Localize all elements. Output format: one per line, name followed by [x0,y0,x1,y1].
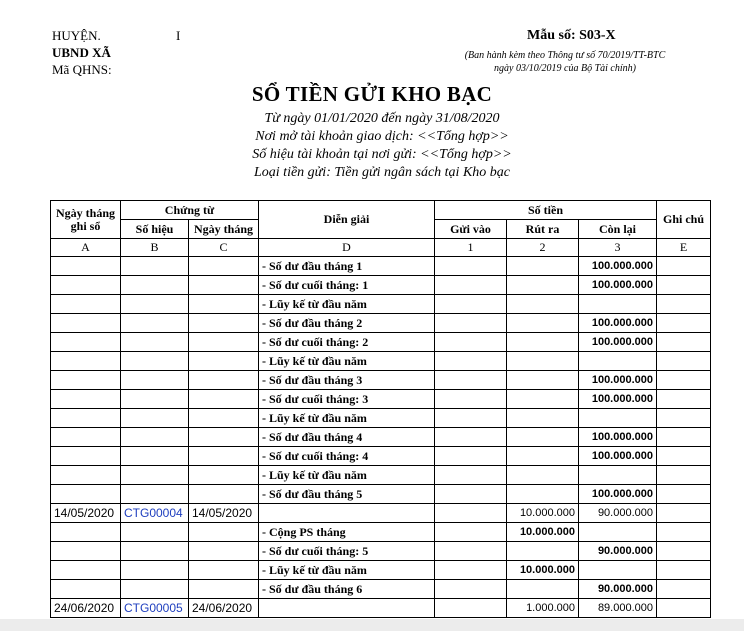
record-date-cell [51,314,121,333]
voucher-no-cell [121,466,189,485]
note-cell [657,409,711,428]
withdraw-cell [507,485,579,504]
voucher-date-cell [189,257,259,276]
note-cell [657,580,711,599]
balance-cell [579,561,657,580]
qhns-label: Mã QHNS: [52,62,112,77]
record-date-cell [51,371,121,390]
table-row [51,352,711,371]
header-balance: Còn lại [579,220,657,239]
record-date-cell [51,352,121,371]
note-cell [657,390,711,409]
withdraw-cell [507,371,579,390]
voucher-no-cell [121,295,189,314]
record-date-cell: 14/05/2020 [51,504,121,523]
voucher-date-cell [189,485,259,504]
place-subtitle: Nơi mở tài khoản giao dịch: <<Tổng hợp>> [255,129,509,144]
deposit-cell [435,352,507,371]
commune-label: UBND XÃ [52,45,111,60]
description-cell: - Cộng PS tháng [259,523,435,542]
deposit-cell [435,390,507,409]
description-cell: - Lũy kế từ đầu năm [259,352,435,371]
letter-a: A [51,239,121,257]
voucher-date-cell: 24/06/2020 [189,599,259,618]
circular-note-line2: ngày 03/10/2019 của Bộ Tài chính) [494,63,636,74]
voucher-date-cell: 14/05/2020 [189,504,259,523]
note-cell [657,523,711,542]
description-cell: - Lũy kế từ đầu năm [259,409,435,428]
table-row [51,314,711,333]
description-cell: - Số dư cuối tháng: 3 [259,390,435,409]
header-amount: Số tiền [435,201,657,220]
description-cell [259,504,435,523]
voucher-date-cell [189,314,259,333]
letter-c: C [189,239,259,257]
voucher-no-cell [121,390,189,409]
table-row [51,504,711,523]
note-cell [657,314,711,333]
balance-cell: 100.000.000 [579,333,657,352]
table-row [51,428,711,447]
page-title: SỔ TIỀN GỬI KHO BẠC [251,82,493,106]
type-subtitle: Loại tiền gửi: Tiền gửi ngân sách tại Kho bạc [254,165,510,180]
record-date-cell [51,580,121,599]
note-cell [657,466,711,485]
table-row [51,276,711,295]
table-row [51,371,711,390]
withdraw-cell: 10.000.000 [507,523,579,542]
withdraw-cell [507,466,579,485]
deposit-cell [435,257,507,276]
table-row [51,485,711,504]
deposit-cell [435,428,507,447]
note-cell [657,333,711,352]
deposit-cell [435,485,507,504]
balance-cell [579,295,657,314]
withdraw-cell [507,390,579,409]
note-cell [657,504,711,523]
voucher-no-cell [121,580,189,599]
note-cell [657,295,711,314]
balance-cell [579,523,657,542]
voucher-no-cell [121,371,189,390]
balance-cell: 90.000.000 [579,504,657,523]
header-description: Diễn giải [259,201,435,239]
note-cell [657,542,711,561]
deposit-cell [435,580,507,599]
note-cell [657,371,711,390]
table-row [51,466,711,485]
header-deposit: Gửi vào [435,220,507,239]
description-cell: - Lũy kế từ đầu năm [259,561,435,580]
table-row [51,580,711,599]
withdraw-cell [507,333,579,352]
voucher-no-cell [121,333,189,352]
balance-cell: 100.000.000 [579,390,657,409]
description-cell: - Số dư đầu tháng 2 [259,314,435,333]
description-cell: - Số dư đầu tháng 4 [259,428,435,447]
withdraw-cell [507,276,579,295]
letter-b: B [121,239,189,257]
voucher-no-cell [121,314,189,333]
district-label: HUYỆN. [52,28,101,43]
balance-cell [579,352,657,371]
withdraw-cell [507,542,579,561]
voucher-no-cell [121,523,189,542]
deposit-cell [435,466,507,485]
deposit-cell [435,295,507,314]
letter-1: 1 [435,239,507,257]
voucher-date-cell [189,295,259,314]
voucher-date-cell [189,276,259,295]
note-cell [657,428,711,447]
note-cell [657,352,711,371]
description-cell: - Số dư đầu tháng 6 [259,580,435,599]
circular-note-line1: (Ban hành kèm theo Thông tư số 70/2019/TT-BTC [464,50,666,61]
table-row [51,523,711,542]
table-row [51,295,711,314]
withdraw-cell [507,295,579,314]
note-cell [657,447,711,466]
account-subtitle: Số hiệu tài khoản tại nơi gửi: <<Tổng hợp>> [252,147,512,162]
record-date-cell [51,447,121,466]
description-cell: - Số dư đầu tháng 1 [259,257,435,276]
voucher-no-cell [121,276,189,295]
voucher-no-cell [121,561,189,580]
letter-e: E [657,239,711,257]
voucher-no-cell [121,409,189,428]
balance-cell: 90.000.000 [579,542,657,561]
voucher-date-cell [189,580,259,599]
form-number: Mẫu số: S03-X [527,28,616,43]
withdraw-cell [507,352,579,371]
district-value: I [176,28,181,43]
header-voucher-no: Số hiệu [121,220,189,239]
withdraw-cell: 10.000.000 [507,504,579,523]
deposit-cell [435,333,507,352]
record-date-cell [51,466,121,485]
deposit-cell [435,542,507,561]
balance-cell: 89.000.000 [579,599,657,618]
withdraw-cell [507,409,579,428]
note-cell [657,485,711,504]
table-row [51,561,711,580]
description-cell: - Số dư đầu tháng 3 [259,371,435,390]
record-date-cell [51,390,121,409]
table-row [51,447,711,466]
withdraw-cell: 1.000.000 [507,599,579,618]
voucher-no-cell[interactable]: CTG00004 [121,504,189,523]
voucher-no-cell [121,447,189,466]
balance-cell [579,409,657,428]
withdraw-cell [507,580,579,599]
voucher-no-cell [121,485,189,504]
record-date-cell [51,409,121,428]
note-cell [657,599,711,618]
header-voucher-date: Ngày tháng [189,220,259,239]
header-withdraw: Rút ra [507,220,579,239]
voucher-date-cell [189,409,259,428]
letter-3: 3 [579,239,657,257]
balance-cell: 100.000.000 [579,276,657,295]
deposit-cell [435,371,507,390]
voucher-no-cell [121,257,189,276]
header-note: Ghi chú [657,201,711,239]
balance-cell: 90.000.000 [579,580,657,599]
voucher-date-cell [189,390,259,409]
description-cell: - Số dư cuối tháng: 5 [259,542,435,561]
description-cell: - Lũy kế từ đầu năm [259,295,435,314]
record-date-cell [51,428,121,447]
voucher-date-cell [189,542,259,561]
record-date-cell [51,295,121,314]
voucher-date-cell [189,371,259,390]
header-voucher: Chứng từ [121,201,259,220]
description-cell: - Số dư cuối tháng: 1 [259,276,435,295]
deposit-cell [435,409,507,428]
deposit-cell [435,504,507,523]
voucher-date-cell [189,352,259,371]
balance-cell: 100.000.000 [579,447,657,466]
table-row [51,542,711,561]
period-subtitle: Từ ngày 01/01/2020 đến ngày 31/08/2020 [264,111,500,126]
note-cell [657,561,711,580]
balance-cell [579,466,657,485]
deposit-cell [435,314,507,333]
voucher-no-cell [121,352,189,371]
description-cell: - Số dư cuối tháng: 2 [259,333,435,352]
deposit-cell [435,561,507,580]
balance-cell: 100.000.000 [579,371,657,390]
table-row [51,409,711,428]
withdraw-cell [507,257,579,276]
voucher-date-cell [189,333,259,352]
ledger-table [50,200,711,618]
deposit-cell [435,447,507,466]
voucher-date-cell [189,466,259,485]
deposit-cell [435,599,507,618]
withdraw-cell [507,447,579,466]
deposit-cell [435,523,507,542]
ledger-body [51,257,711,618]
voucher-no-cell [121,542,189,561]
column-letter-row [51,239,711,257]
letter-d: D [259,239,435,257]
header-record-date: Ngày tháng ghi sổ [51,201,121,239]
voucher-no-cell[interactable]: CTG00005 [121,599,189,618]
voucher-date-cell [189,447,259,466]
table-row [51,333,711,352]
record-date-cell [51,485,121,504]
note-cell [657,257,711,276]
table-row [51,257,711,276]
description-cell: - Số dư cuối tháng: 4 [259,447,435,466]
note-cell [657,276,711,295]
balance-cell: 100.000.000 [579,485,657,504]
description-cell: - Lũy kế từ đầu năm [259,466,435,485]
window-bottom-bar [0,619,744,631]
record-date-cell [51,333,121,352]
letter-2: 2 [507,239,579,257]
table-row [51,599,711,618]
voucher-date-cell [189,523,259,542]
record-date-cell [51,542,121,561]
record-date-cell [51,561,121,580]
description-cell: - Số dư đầu tháng 5 [259,485,435,504]
deposit-cell [435,276,507,295]
description-cell [259,599,435,618]
withdraw-cell: 10.000.000 [507,561,579,580]
balance-cell: 100.000.000 [579,257,657,276]
withdraw-cell [507,314,579,333]
record-date-cell [51,257,121,276]
table-row [51,390,711,409]
voucher-no-cell [121,428,189,447]
withdraw-cell [507,428,579,447]
balance-cell: 100.000.000 [579,314,657,333]
record-date-cell [51,523,121,542]
balance-cell: 100.000.000 [579,428,657,447]
record-date-cell [51,276,121,295]
voucher-date-cell [189,428,259,447]
record-date-cell: 24/06/2020 [51,599,121,618]
voucher-date-cell [189,561,259,580]
